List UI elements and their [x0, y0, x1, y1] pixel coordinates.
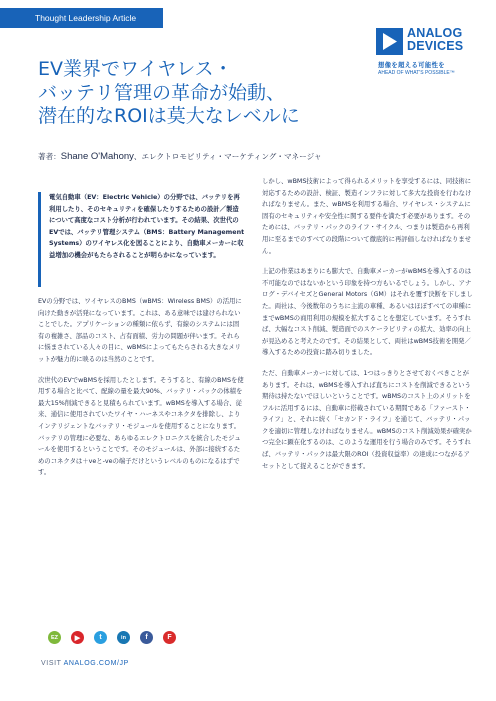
right-paragraph: しかし、wBMS技術によって得られるメリットを享受するには、同技術に対応するための設計、検証、製造インフラに対して多大な投資を行わなければなりません。また、wBMSを利用する場合、ワイヤレス・システムに固有のセキュリティや安全性に関する要件を満たす必要があります。そのためには、バッテリ・パックのライフ・サイクル、つまりは製造から再利用に至るまでのすべての段階について徹底的に再評価しなければなりません。	[262, 178, 472, 255]
logo-tagline-jp: 想像を超える可能性を	[378, 62, 445, 69]
visit-url[interactable]: ANALOG.COM/JP	[63, 660, 129, 667]
author-prefix: 著者：	[38, 152, 61, 161]
summary-callout	[38, 192, 245, 287]
title-line-3: 潜在的なROIは莫大なレベルに	[38, 105, 300, 127]
logo-line-2: DEVICES	[407, 39, 464, 53]
summary-text: 電気自動車（EV：Electric Vehicle）の分野では、バッテリを再利用したり、そのセキュリティを確保したりするための設計／製造について高度なコスト分析が行われています。その結果、次世代のEVでは、バッテリ管理システム（BMS：Battery Management Systems）のワイヤレス化を図ることにより、自動車メーカーに収益増加の機会がもたらされることが明らかになっています。	[49, 194, 245, 259]
ez-icon[interactable]: EZ	[48, 631, 61, 644]
twitter-icon[interactable]: t	[94, 631, 107, 644]
linkedin-icon[interactable]: in	[117, 631, 130, 644]
author-role: 、エレクトロモビリティ・マーケティング・マネージャ	[133, 152, 322, 161]
title-line-1: EV業界でワイヤレス・	[38, 58, 233, 80]
logo-wordmark	[407, 27, 463, 53]
title-line-2: バッテリ管理の革命が始動、	[38, 81, 286, 104]
left-paragraph: EVの分野では、ワイヤレスのBMS（wBMS：Wireless BMS）の活用に向けた動きが活発になっています。これは、ある意味では建けられないことでした。アプリケーションの種類に依らず、有線のシステムには固有の複雑さ、部品のコスト、占有面積、労力の問題が伴います。それらに悩まされている人々の目に、wBMSによってもたらされる大きなメリットが魅力的に映るのは当然のことです。	[38, 298, 242, 363]
visit-link[interactable]	[41, 660, 129, 667]
visit-label: VISIT	[41, 660, 62, 667]
article-type-tag	[0, 8, 163, 28]
youtube-icon[interactable]: ▶	[71, 631, 84, 644]
author-name: Shane O'Mahony	[60, 151, 134, 162]
article-title	[38, 58, 358, 129]
flipboard-icon[interactable]: F	[163, 631, 176, 644]
right-paragraph: 上記の作業はあまりにも膨大で、自動車メーカーがwBMSを導入するのは不可能なのではないかという印象を持つ方もいるでしょう。しかし、アナログ・デバイセズとGeneral Motors（GM）はそれを覆す決断を下しました。両社は、今後数年のうちに主流の車種、あるいはほぼすべての車種にまでwBMSの商用利用の規模を拡大することを想定しています。そうすれば、大幅なコスト削減、製造面でのスケーラビリティの拡大、効率の向上が見込めると考えたのです。その結果として、両社はwBMS技術を開発／導入するための投資に踏み切りました。	[262, 268, 473, 357]
article-type-label: Thought Leadership Article	[35, 13, 137, 23]
analog-devices-logo[interactable]	[376, 26, 488, 78]
author-byline	[38, 151, 322, 162]
left-column	[38, 296, 245, 488]
logo-tagline-en: AHEAD OF WHAT'S POSSIBLE™	[378, 70, 455, 76]
right-column	[262, 176, 473, 481]
right-paragraph: ただ、自動車メーカーに対しては、1つはっきりとさせておくべきことがあります。それは、wBMSを導入すれば直ちにコストを削減できるという期待は持たないでほしいということです。wBMSのコスト上のメリットをフルに活用するには、自動車に搭載されている期間である「ファースト・ライフ」と、それに続く「セカンド・ライフ」を通じて、バッテリ・パックを適切に管理しなければなりません。wBMSのコスト削減効果が確実かつ完全に顕在化するのは、このような運用を行う場合のみです。そうすれば、バッテリ・パックは最大限のROI（投資収益率）の達成につながるアセットとして捉えることができます。	[262, 369, 472, 470]
social-links	[48, 631, 176, 644]
left-paragraph: 次世代のEVでwBMSを採用したとします。そうすると、有線のBMSを使用する場合と比べて、配線の量を最大90%、バッテリ・パックの体積を最大15%削減できると見積もられています。wBMSを導入する場合、従来、通信に使用されていたワイヤ・ハーネスやコネクタを排除し、よりインテリジェントなバッテリ・モジュールを使用することになります。バッテリの管理に必要な、あらゆるエレクトロニクスを統合したモジュールを使用するということです。そのモジュールは、外部に接続するためのコネクタは＋veと-veの端子だけというレベルのものになるはずです。	[38, 376, 244, 477]
facebook-icon[interactable]: f	[140, 631, 153, 644]
logo-line-1: ANALOG	[407, 26, 463, 40]
logo-triangle-icon	[376, 28, 403, 55]
